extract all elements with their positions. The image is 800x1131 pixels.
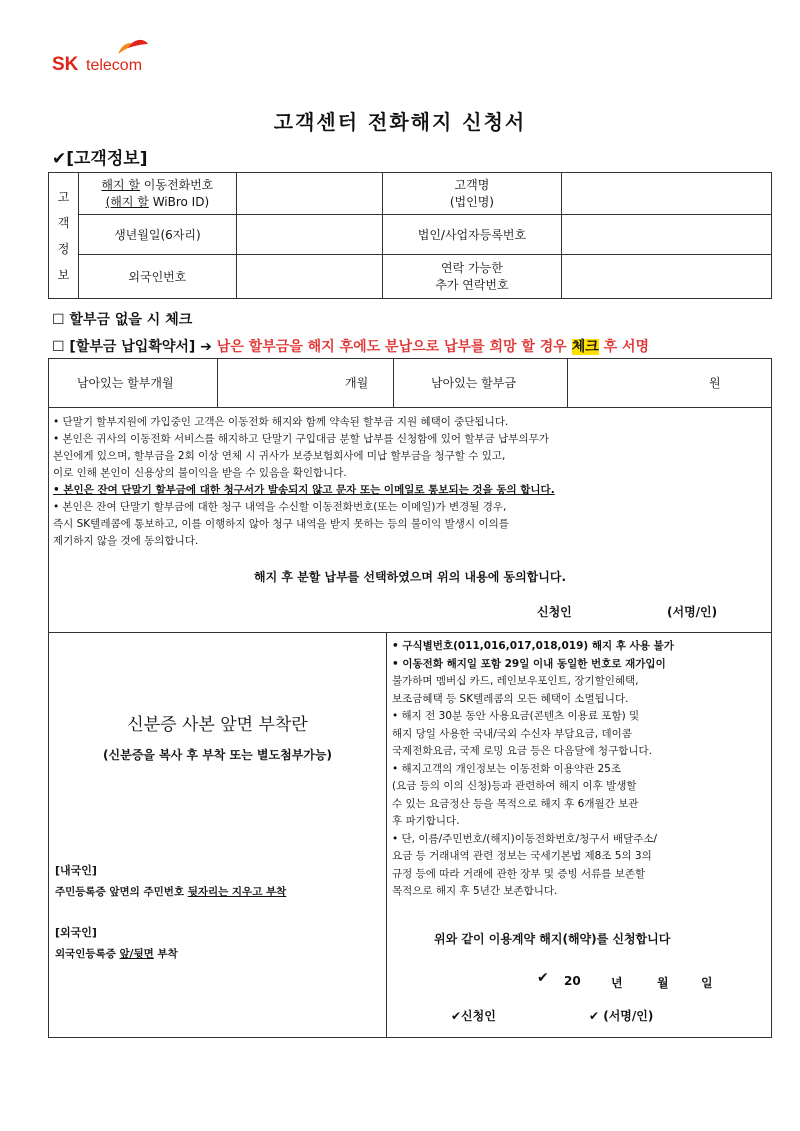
no-installment-checkbox[interactable]: ☐ 할부금 없을 시 체크 [52, 312, 193, 328]
list-item: • 단말기 할부지원에 가입중인 고객은 이동전화 해지와 함께 약속된 할부금 지원 혜택이 중단됩니다. [53, 416, 509, 428]
check-highlight: 체크 [571, 339, 599, 355]
foreign-instruction: 외국인등록증 앞/뒷면 부착 [55, 948, 178, 960]
installment-applicant-label: 신청인 [537, 605, 572, 619]
installment-sign-field[interactable]: (서명/인) [667, 605, 718, 619]
list-item: 수 있는 요금정산 등을 목적으로 해지 후 6개월간 보관 [392, 797, 639, 810]
phone-number-label: 해지 할 이동전화번호 (해지 할 WiBro ID) [78, 173, 236, 215]
installment-box [48, 358, 772, 633]
remaining-months-unit: 개월 [345, 376, 369, 390]
business-number-label: 법인/사업자등록번호 [382, 215, 562, 255]
terms-agree-text: 위와 같이 이용계약 해지(해약)를 신청합니다 [434, 932, 671, 946]
list-item: • 단, 이름/주민번호/(해지)이동전화번호/청구서 배달주소/ [392, 832, 658, 845]
list-item: 보조금혜택 등 SK텔레콤의 모든 혜택이 소멸됩니다. [392, 692, 629, 705]
list-item: 국제전화요금, 국제 로밍 요금 등은 다음달에 청구합니다. [392, 745, 652, 757]
id-attach-subtitle: (신분증을 복사 후 부착 또는 별도첨부가능) [103, 748, 332, 762]
foreigner-number-label: 외국인번호 [78, 255, 236, 299]
foreign-label: [외국인] [55, 926, 97, 939]
termination-box [48, 632, 772, 1038]
business-number-field[interactable] [562, 215, 772, 255]
list-item: • 본인은 잔여 단말기 할부금에 대한 청구 내역을 수신할 이동전화번호(또는 이메일)가 변경될 경우, [53, 501, 507, 513]
domestic-instruction: 주민등록증 앞면의 주민번호 뒷자리는 지우고 부착 [55, 886, 287, 898]
list-item: 불가하며 멤버십 카드, 레인보우포인트, 장기할인혜택, [392, 675, 639, 687]
birthdate-label: 생년월일(6자리) [78, 215, 236, 255]
termination-terms [392, 638, 772, 901]
list-item: • 본인은 귀사의 이동전화 서비스를 해지하고 단말기 구입대금 분할 납부를 신청함에 있어 할부금 납부의무가 [53, 433, 549, 445]
logo-sk: SK [52, 54, 79, 75]
list-item: • 해지고객의 개인정보는 이동전화 이용약관 25조 [392, 762, 621, 775]
id-attach-title: 신분증 사본 앞면 부착란 [127, 715, 308, 735]
list-item: • 해지 전 30분 동안 사용요금(콘텐츠 이용료 포함) 및 [392, 710, 640, 722]
customer-side-label: 고 객 정 보 [49, 173, 79, 299]
extra-contact-field[interactable] [562, 255, 772, 299]
list-item: 제기하지 않을 것에 동의합니다. [53, 535, 199, 547]
birthdate-field[interactable] [236, 215, 382, 255]
date-day-label: 일 [701, 976, 713, 990]
sign-note: 후 서명 [598, 339, 650, 355]
phone-number-field[interactable] [236, 173, 382, 215]
sk-telecom-logo [52, 50, 162, 80]
list-item: 후 파기합니다. [392, 815, 460, 827]
date-check-icon: ✔ [537, 970, 549, 986]
list-item: • 구식별번호(011,016,017,018,019) 해지 후 사용 불가 [392, 640, 674, 652]
list-item: • 본인은 잔여 단말기 할부금에 대한 청구서가 발송되지 않고 문자 또는 이메일로 통보되는 것을 동의 합니다. [53, 484, 555, 496]
date-month-label: 월 [657, 976, 669, 990]
customer-name-field[interactable] [562, 173, 772, 215]
customer-name-label: 고객명 (법인명) [382, 173, 562, 215]
list-item: 요금 등 거래내역 관련 정보는 국세기본법 제8조 5의 3의 [392, 850, 652, 862]
extra-contact-label: 연락 가능한 추가 연락번호 [382, 255, 562, 299]
final-sign-field[interactable]: ✔ (서명/인) [589, 1009, 654, 1023]
date-year-prefix[interactable]: 20 [564, 974, 581, 988]
installment-note: 남은 할부금을 해지 후에도 분납으로 납부를 희망 할 경우 [216, 339, 572, 355]
foreigner-number-field[interactable] [236, 255, 382, 299]
installment-row [49, 359, 771, 408]
list-item: 즉시 SK텔레콤에 통보하고, 이를 이행하지 않아 청구 내역을 받지 못하는 등의 불이익 발생시 이의를 [53, 518, 509, 530]
list-item: (요금 등의 이의 신청)등과 관련하여 해지 이후 발생할 [392, 780, 637, 792]
list-item: 규정 등에 따라 거래에 관한 장부 및 증빙 서류를 보존할 [392, 867, 646, 880]
list-item: 이로 인해 본인이 신용상의 불이익을 받을 수 있음을 확인합니다. [53, 467, 347, 479]
remaining-amount-label: 남아있는 할부금 [431, 376, 516, 390]
domestic-label: [내국인] [55, 864, 97, 877]
date-year-label: 년 [611, 976, 623, 990]
installment-agree-text: 해지 후 분할 납부를 선택하였으며 위의 내용에 동의합니다. [253, 570, 566, 584]
list-item: 목적으로 해지 후 5년간 보존합니다. [392, 885, 558, 897]
butterfly-icon [114, 36, 150, 58]
installment-agreement-checkbox[interactable] [52, 336, 649, 356]
page-title: 고객센터 전화해지 신청서 [273, 110, 527, 134]
logo-telecom: telecom [86, 57, 143, 74]
list-item: • 이동전화 해지일 포함 29일 이내 동일한 번호로 재가입이 [392, 657, 666, 670]
remaining-months-label: 남아있는 할부개월 [77, 376, 174, 390]
customer-info-table [48, 172, 772, 299]
remaining-amount-unit: 원 [709, 376, 721, 390]
installment-bullets [53, 414, 555, 550]
list-item: 해지 당일 사용한 국내/국외 수신자 부담요금, 데이콤 [392, 727, 632, 740]
customer-info-heading: ✔[고객정보] [52, 149, 148, 169]
list-item: 본인에게 있으며, 할부금을 2회 이상 연체 시 귀사가 보증보험회사에 미납 할부금을 청구할 수 있고, [53, 450, 506, 462]
installment-agreement-label: ☐ [할부금 납입확약서] ➔ [52, 339, 217, 355]
final-applicant-label: ✔신청인 [451, 1009, 496, 1023]
